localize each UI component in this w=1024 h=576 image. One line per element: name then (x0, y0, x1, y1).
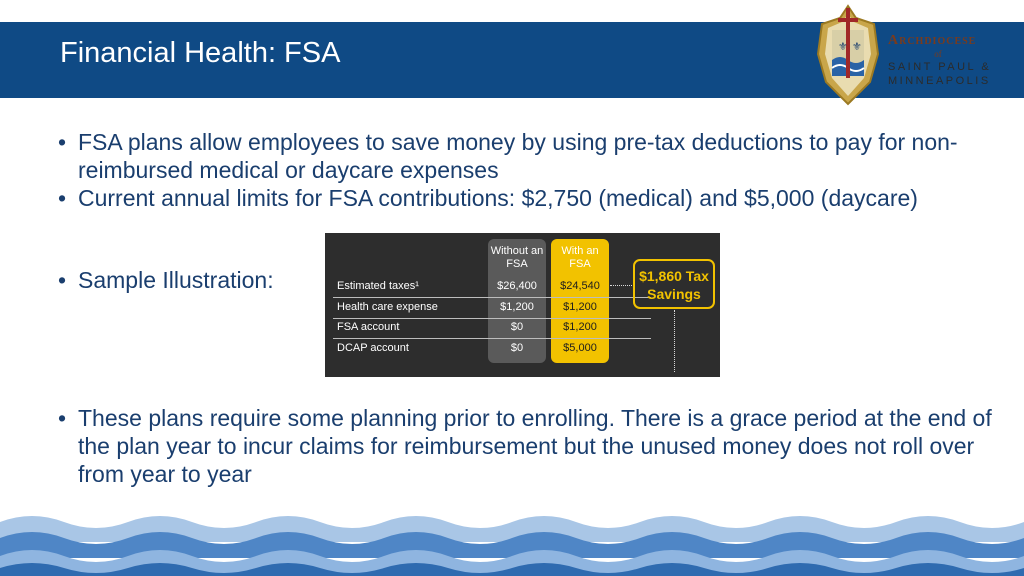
logo-line-minneapolis: MINNEAPOLIS (888, 75, 991, 87)
bullet-annual-limits: • Current annual limits for FSA contributions: $2,750 (medical) and $5,000 (daycare) (58, 184, 988, 212)
row-divider (333, 338, 651, 339)
svg-text:⚜: ⚜ (852, 40, 862, 53)
value-with-health: $1,200 (563, 301, 597, 313)
bullet-list-2 (58, 266, 318, 294)
bullet-sample-illustration: • Sample Illustration: (58, 266, 318, 294)
header-with-fsa: With an FSA (561, 245, 599, 270)
bullet-list-3 (58, 404, 998, 488)
value-without-fsa-account: $0 (510, 321, 524, 333)
logo-wordmark (888, 34, 991, 87)
value-with-taxes: $24,540 (560, 280, 600, 292)
svg-text:⚜: ⚜ (838, 40, 848, 53)
row-label-health-care: Health care expense (337, 301, 438, 313)
bullet-list (58, 128, 988, 212)
fsa-illustration-table (325, 233, 720, 377)
value-with-fsa-account: $1,200 (563, 321, 597, 333)
row-divider (333, 318, 651, 319)
bullet-planning-note: • These plans require some planning prior to enrolling. There is a grace period at the end of the plan year to incur claims for reimbursement but the unused money does not roll over from year to year (58, 404, 998, 488)
logo-line-archdiocese: Archdiocese (888, 33, 977, 48)
slide-title: Financial Health: FSA (60, 37, 341, 69)
value-without-dcap: $0 (510, 342, 524, 354)
tax-savings-callout: $1,860 Tax Savings (633, 259, 715, 309)
savings-connector-vertical (674, 310, 675, 372)
logo-line-saint-paul: SAINT PAUL & (888, 61, 992, 73)
header-without-fsa: Without an FSA (490, 245, 544, 270)
bullet-fsa-plans: • FSA plans allow employees to save money by using pre-tax deductions to pay for non-reimbursed medical or daycare expenses (58, 128, 988, 184)
savings-connector (610, 285, 632, 286)
value-without-health: $1,200 (500, 301, 534, 313)
row-label-estimated-taxes: Estimated taxes¹ (337, 280, 419, 292)
row-label-dcap-account: DCAP account (337, 342, 409, 354)
value-without-taxes: $26,400 (497, 280, 537, 292)
wave-footer-decoration (0, 508, 1024, 576)
logo-line-of: of (934, 49, 942, 59)
value-with-dcap: $5,000 (563, 342, 597, 354)
coat-of-arms-icon (808, 4, 888, 108)
row-label-fsa-account: FSA account (337, 321, 400, 333)
row-divider (333, 297, 651, 298)
